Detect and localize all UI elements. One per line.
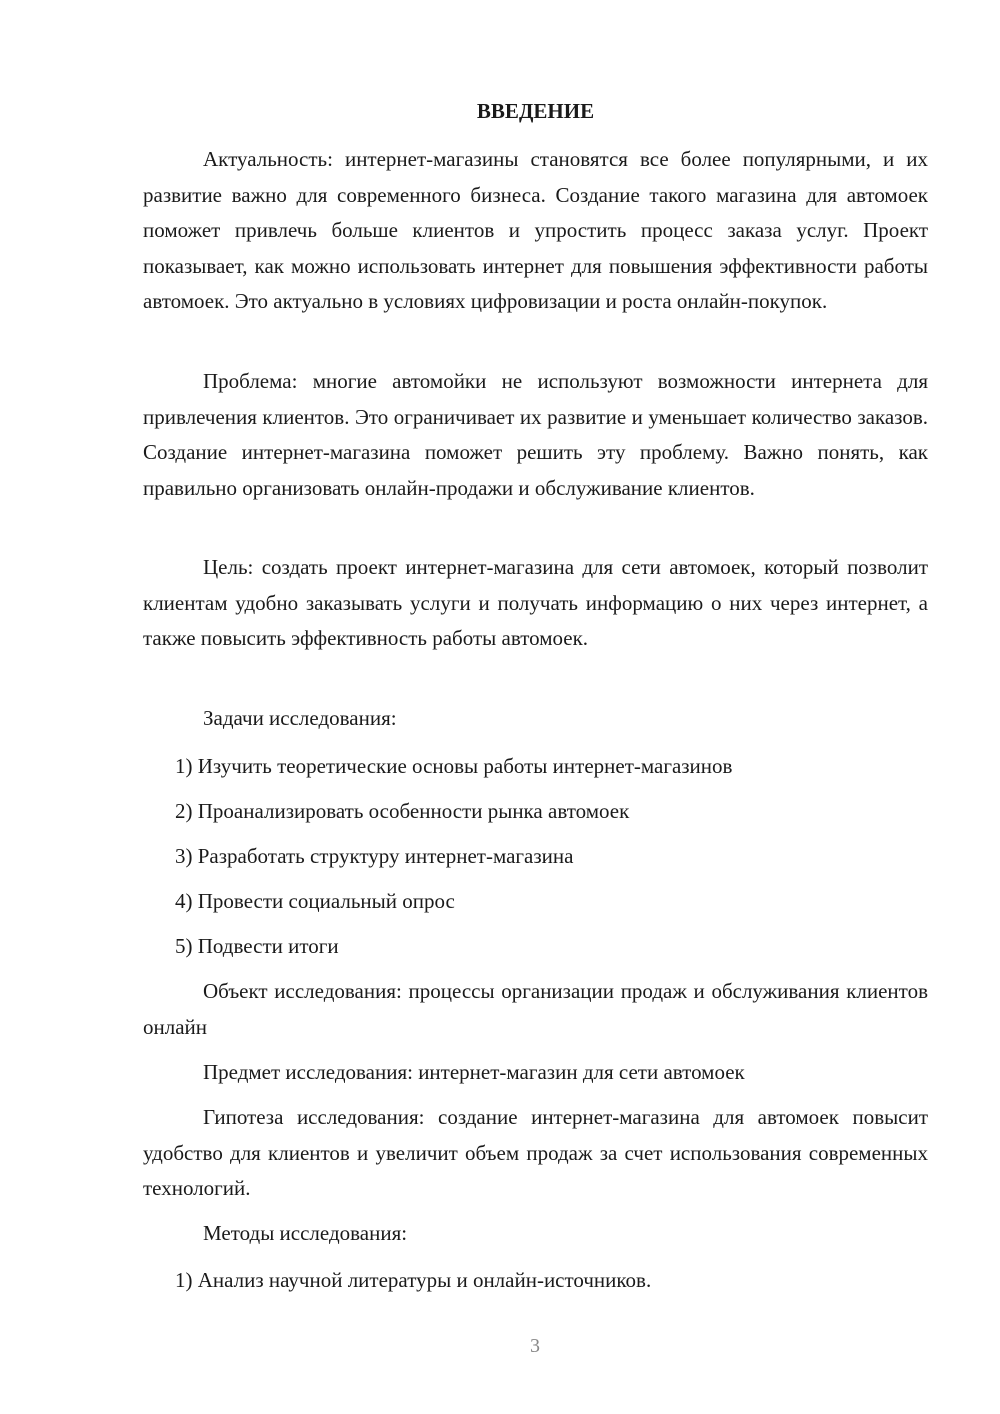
problem-paragraph: Проблема: многие автомойки не используют возможности интернета для привлечения клиентов. Это ограничивает их развитие и уменьшает количество заказов. Создание интернет-магазина поможет решить эту проблему. Важно понять, как правильно организовать онлайн-продажи и обслуживание клиентов. — [143, 369, 928, 500]
task-item: 4) Провести социальный опрос — [175, 889, 455, 913]
relevance-paragraph: Актуальность: интернет-магазины становятся все более популярными, и их развитие важно для современного бизнеса. Создание такого магазина для автомоек поможет привлечь больше клиентов и упростить процесс заказа услуг. Проект показывает, как можно использовать интернет для повышения эффективности работы автомоек. Это актуально в условиях цифровизации и роста онлайн-покупок. — [143, 147, 928, 313]
section-heading: ВВЕДЕНИЕ — [476, 99, 595, 123]
methods-heading: Методы исследования: — [203, 1221, 408, 1245]
method-item: 1) Анализ научной литературы и онлайн-источников. — [175, 1268, 652, 1292]
page-number: 3 — [530, 1335, 540, 1357]
task-item: 3) Разработать структуру интернет-магазина — [175, 844, 574, 868]
subject-paragraph: Предмет исследования: интернет-магазин для сети автомоек — [203, 1060, 745, 1084]
tasks-heading: Задачи исследования: — [203, 706, 397, 730]
task-item: 5) Подвести итоги — [175, 934, 339, 958]
goal-paragraph: Цель: создать проект интернет-магазина для сети автомоек, который позволит клиентам удобно заказывать услуги и получать информацию о них через интернет, а также повысить эффективность работы автомоек. — [143, 555, 928, 650]
object-paragraph: Объект исследования: процессы организации продаж и обслуживания клиентов онлайн — [143, 979, 928, 1039]
task-item: 2) Проанализировать особенности рынка автомоек — [175, 799, 630, 823]
hypothesis-paragraph: Гипотеза исследования: создание интернет-магазина для автомоек повысит удобство для клиентов и увеличит объем продаж за счет использования современных технологий. — [143, 1105, 928, 1200]
task-item: 1) Изучить теоретические основы работы интернет-магазинов — [175, 754, 733, 778]
